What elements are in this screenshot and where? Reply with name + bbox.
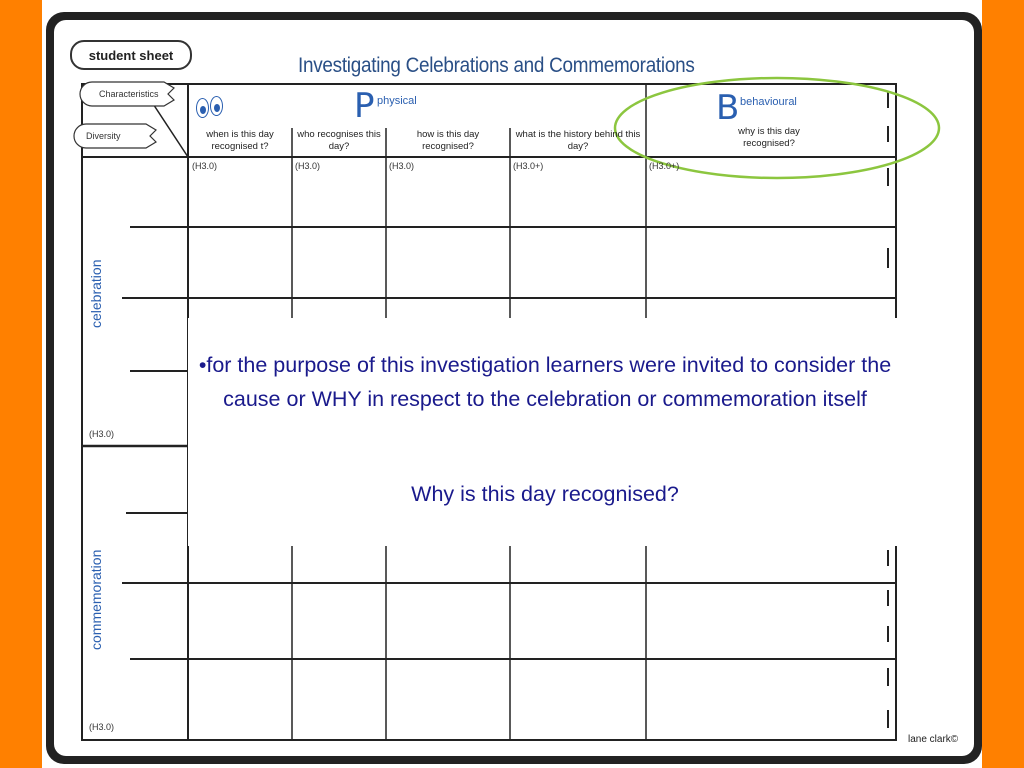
code-how: (H3.0) (389, 161, 415, 171)
student-sheet-badge: student sheet (70, 40, 192, 70)
celebration-code: (H3.0) (89, 429, 115, 439)
explanation-text: •for the purpose of this investigation learners were invited to consider the cause or WHY in respect to the celebration or commemoration itself (198, 353, 892, 411)
column-header-how: how is this day recognised? (416, 129, 480, 152)
column-header-who: who recognises this day? (297, 129, 381, 152)
column-header-when: when is this day recognised t? (206, 129, 274, 152)
explanation-overlay (188, 318, 902, 546)
code-who: (H3.0) (295, 161, 321, 171)
row-label-commemoration: commemoration (88, 549, 104, 650)
column-header-why: why is this day recognised? (738, 126, 800, 149)
copyright-note: lane clark© (908, 734, 959, 745)
key-question: Why is this day recognised? (411, 482, 679, 506)
row-label-celebration: celebration (88, 259, 104, 328)
physical-letter: P (354, 86, 375, 126)
code-history: (H3.0+) (513, 161, 544, 171)
page-title: Investigating Celebrations and Commemorations (298, 54, 695, 77)
commemoration-code: (H3.0) (89, 722, 115, 732)
behavioural-label: behavioural (740, 96, 797, 108)
eye-icon (196, 98, 209, 118)
code-why: (H3.0+) (649, 161, 680, 171)
code-when: (H3.0) (192, 161, 218, 171)
diversity-label: Diversity (86, 131, 121, 141)
characteristics-label: Characteristics (99, 89, 159, 99)
eye-icon (210, 96, 223, 116)
behavioural-letter: B (716, 88, 740, 128)
physical-label: physical (377, 95, 417, 107)
column-header-history: what is the history behind this day? (515, 129, 641, 152)
